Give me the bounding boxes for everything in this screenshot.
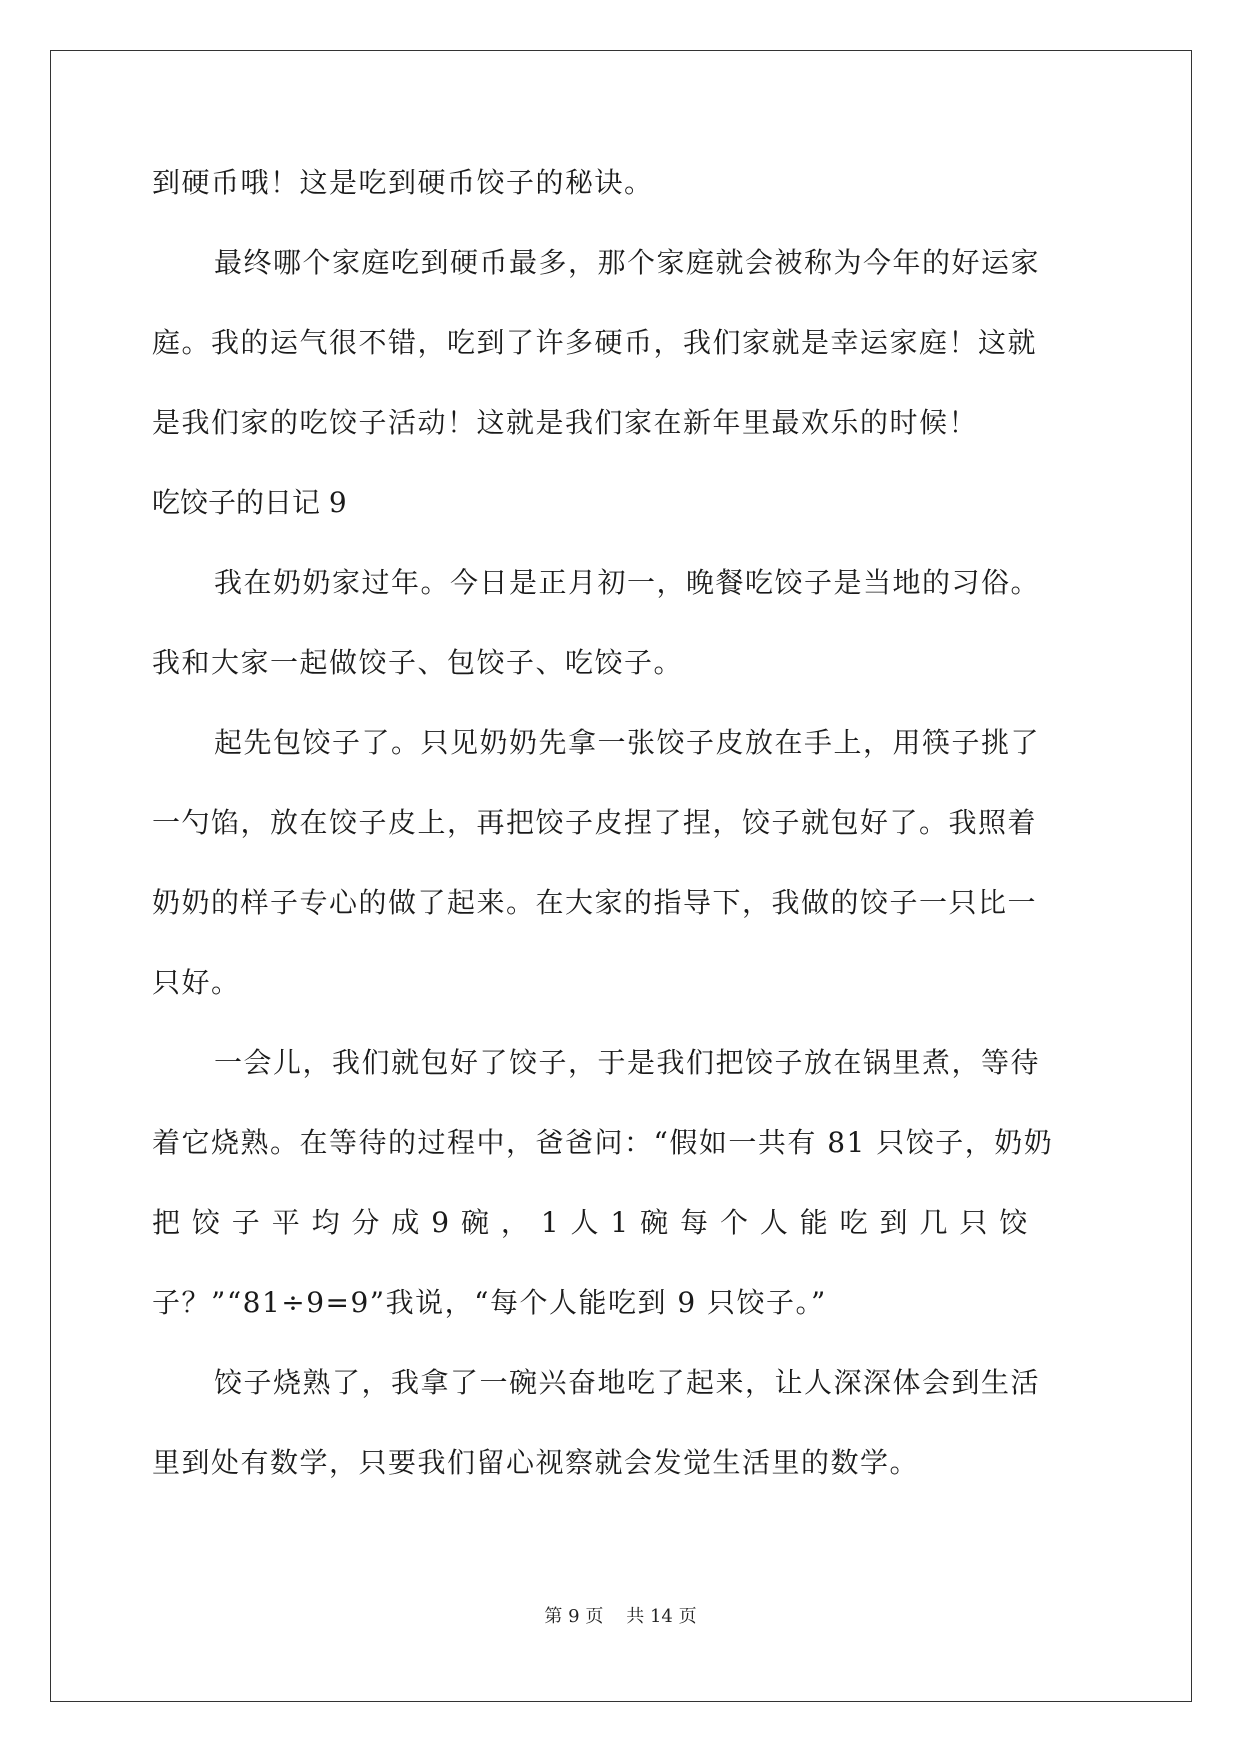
paragraph-line: 最终哪个家庭吃到硬币最多，那个家庭就会被称为今年的好运家	[214, 246, 1041, 279]
paragraph-line: 只好。	[152, 966, 241, 999]
paragraph-line: 庭。我的运气很不错，吃到了许多硬币，我们家就是幸运家庭！这就	[152, 326, 1038, 359]
page-number: 第 9 页	[544, 1606, 604, 1627]
section-heading: 吃饺子的日记 9	[152, 486, 347, 519]
paragraph-line: 子？”“81÷9=9”我说，“每个人能吃到 9 只饺子。”	[152, 1286, 827, 1319]
paragraph-line: 起先包饺子了。只见奶奶先拿一张饺子皮放在手上，用筷子挑了	[214, 726, 1041, 759]
paragraph-line: 里到处有数学，只要我们留心视察就会发觉生活里的数学。	[152, 1446, 920, 1479]
paragraph-line: 到硬币哦！这是吃到硬币饺子的秘诀。	[152, 166, 654, 199]
paragraph-line: 着它烧熟。在等待的过程中，爸爸问：“假如一共有 81 只饺子，奶奶	[152, 1126, 1054, 1159]
paragraph-line: 是我们家的吃饺子活动！这就是我们家在新年里最欢乐的时候！	[152, 406, 979, 439]
document-body	[152, 158, 1087, 1518]
paragraph-line: 我和大家一起做饺子、包饺子、吃饺子。	[152, 646, 684, 679]
paragraph-line: 一勺馅，放在饺子皮上，再把饺子皮捏了捏，饺子就包好了。我照着	[152, 806, 1038, 839]
paragraph-line: 奶奶的样子专心的做了起来。在大家的指导下，我做的饺子一只比一	[152, 886, 1038, 919]
paragraph-line: 一会儿，我们就包好了饺子，于是我们把饺子放在锅里煮，等待	[214, 1046, 1041, 1079]
paragraph-line: 我在奶奶家过年。今日是正月初一，晚餐吃饺子是当地的习俗。	[214, 566, 1041, 599]
page-footer	[0, 1602, 1241, 1628]
paragraph-line: 饺子烧熟了，我拿了一碗兴奋地吃了起来，让人深深体会到生活	[214, 1366, 1041, 1399]
paragraph-line: 把 饺 子 平 均 分 成 9 碗 ， 1 人 1 碗 每 个 人 能 吃 到 几 只 饺	[152, 1206, 1029, 1239]
page-total: 共 14 页	[626, 1606, 697, 1627]
